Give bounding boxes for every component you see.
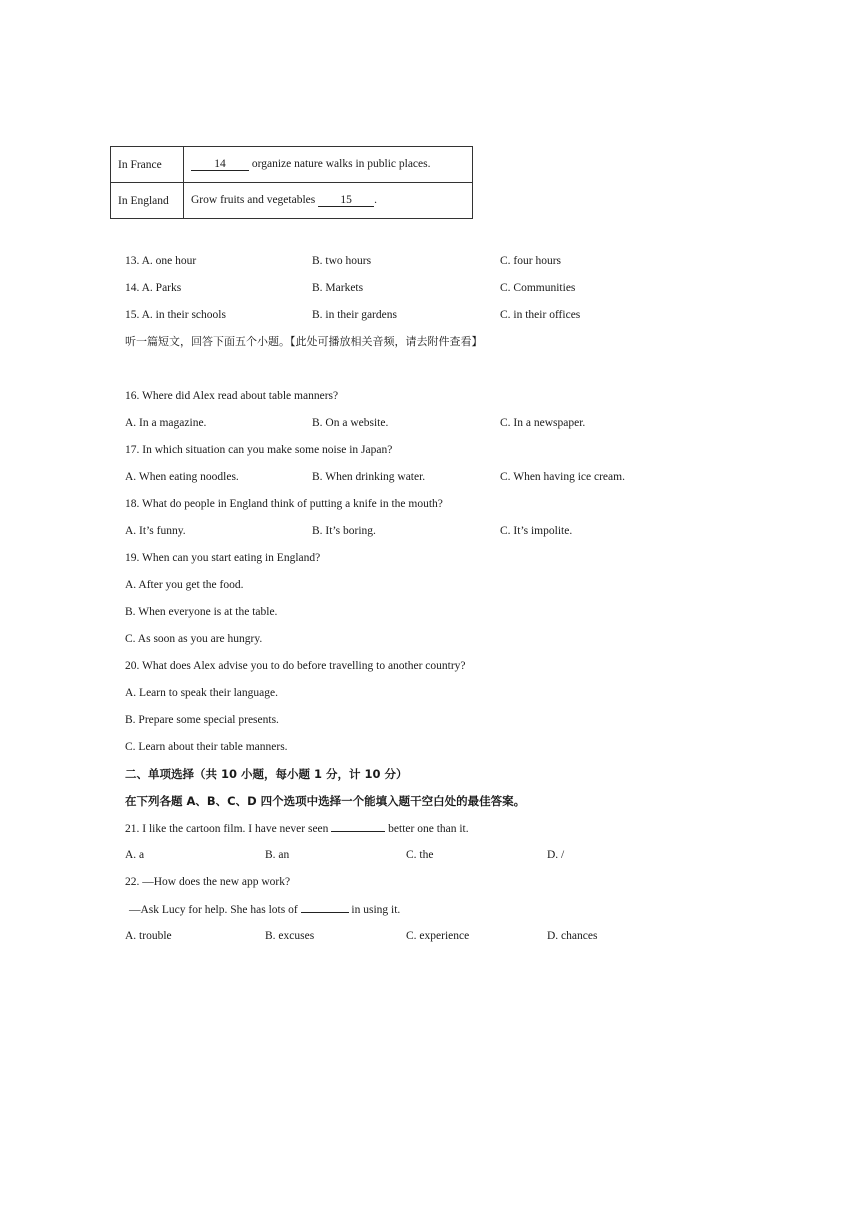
option-a: A. a — [125, 849, 145, 861]
option-c: C. four hours — [500, 255, 562, 267]
option-b: B. in their gardens — [312, 309, 397, 321]
option-c: C. It’s impolite. — [500, 525, 573, 537]
question-20-text: 20. What does Alex advise you to do before travelling to another country? — [125, 660, 466, 672]
info-table — [110, 146, 473, 219]
option-a: 13. A. one hour — [125, 255, 197, 267]
question-17-text: 17. In which situation can you make some noise in Japan? — [125, 444, 393, 456]
option-b: B. On a website. — [312, 417, 389, 429]
question-21-text — [125, 821, 469, 836]
question-19-option-c: C. As soon as you are hungry. — [125, 633, 263, 645]
table-cell-country: In France — [111, 147, 184, 183]
question-19-text: 19. When can you start eating in England? — [125, 552, 321, 564]
option-c: C. experience — [406, 930, 470, 942]
option-b: B. It’s boring. — [312, 525, 376, 537]
option-b: B. Markets — [312, 282, 364, 294]
question-16-text: 16. Where did Alex read about table manners? — [125, 390, 339, 402]
option-c: C. In a newspaper. — [500, 417, 586, 429]
question-20-option-c: C. Learn about their table manners. — [125, 741, 288, 753]
blank — [331, 821, 385, 832]
option-b: B. When drinking water. — [312, 471, 426, 483]
table-cell-text: . — [374, 194, 377, 206]
blank-14: 14 — [191, 158, 249, 171]
blank-15: 15 — [318, 194, 374, 207]
option-b: B. excuses — [265, 930, 315, 942]
option-b: B. an — [265, 849, 290, 861]
option-a: A. It’s funny. — [125, 525, 186, 537]
option-a: 14. A. Parks — [125, 282, 182, 294]
option-d: D. / — [547, 849, 565, 861]
question-22-reply — [129, 902, 400, 917]
option-a: A. trouble — [125, 930, 172, 942]
question-22-text: 22. —How does the new app work? — [125, 876, 291, 888]
question-22-before: —Ask Lucy for help. She has lots of — [129, 904, 301, 916]
question-18-text: 18. What do people in England think of putting a knife in the mouth? — [125, 498, 443, 510]
question-21-before: 21. I like the cartoon film. I have never seen — [125, 823, 332, 835]
table-row — [111, 147, 473, 183]
table-cell-content — [184, 183, 473, 219]
option-c: C. Communities — [500, 282, 576, 294]
question-20-option-b: B. Prepare some special presents. — [125, 714, 279, 726]
section-2-title: 二、单项选择（共 10 小题，每小题 1 分，计 10 分） — [125, 767, 408, 781]
question-21-after: better one than it. — [385, 823, 469, 835]
table-cell-content — [184, 147, 473, 183]
question-22-after: in using it. — [348, 904, 401, 916]
option-d: D. chances — [547, 930, 598, 942]
table-cell-text: organize nature walks in public places. — [249, 158, 431, 170]
table-row — [111, 183, 473, 219]
option-c: C. When having ice cream. — [500, 471, 625, 483]
table-cell-text: Grow fruits and vegetables — [191, 194, 319, 206]
option-a: 15. A. in their schools — [125, 309, 226, 321]
listen-instruction: 听一篇短文，回答下面五个小题。【此处可播放相关音频，请去附件查看】 — [125, 335, 483, 348]
option-a: A. In a magazine. — [125, 417, 207, 429]
section-2-instruction: 在下列各题 A、B、C、D 四个选项中选择一个能填入题干空白处的最佳答案。 — [125, 794, 526, 808]
question-20-option-a: A. Learn to speak their language. — [125, 687, 278, 699]
option-a: A. When eating noodles. — [125, 471, 239, 483]
option-c: C. the — [406, 849, 434, 861]
option-c: C. in their offices — [500, 309, 581, 321]
question-19-option-b: B. When everyone is at the table. — [125, 606, 278, 618]
question-19-option-a: A. After you get the food. — [125, 579, 244, 591]
table-cell-country: In England — [111, 183, 184, 219]
blank — [301, 902, 349, 913]
option-b: B. two hours — [312, 255, 372, 267]
